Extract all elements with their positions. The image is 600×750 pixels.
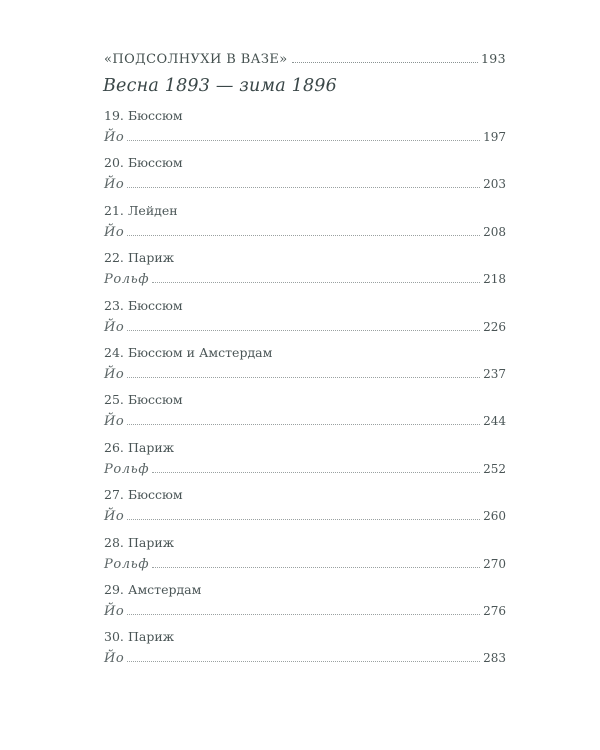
chapter-entry	[104, 155, 506, 202]
chapter-page-number: 203	[483, 177, 506, 192]
chapter-narrator: Йо	[104, 366, 125, 382]
chapter-entry	[104, 582, 506, 629]
chapter-number: 20.	[104, 155, 124, 171]
chapter-title-line	[104, 250, 506, 265]
chapter-entry	[104, 108, 506, 155]
chapter-entry	[104, 345, 506, 392]
chapter-entry	[104, 535, 506, 582]
chapter-page-number: 197	[483, 130, 506, 144]
chapter-title-line	[104, 535, 506, 550]
dot-leader	[152, 472, 480, 473]
chapter-narrator-line	[104, 320, 506, 335]
dot-leader	[292, 62, 478, 63]
chapter-title-line	[104, 440, 506, 455]
chapter-narrator: Йо	[104, 224, 125, 240]
chapter-narrator: Йо	[104, 509, 125, 525]
chapter-number: 25.	[104, 392, 124, 408]
chapter-title-line	[104, 345, 506, 360]
chapter-page-number: 226	[483, 319, 506, 334]
chapter-title-line	[104, 108, 506, 123]
chapter-title: Бюссюм	[127, 108, 183, 123]
chapter-title: Бюссюм	[127, 297, 183, 313]
chapter-narrator-line	[104, 462, 506, 477]
chapter-narrator: Рольф	[104, 461, 150, 477]
part-page-number: 193	[480, 51, 506, 66]
chapter-entry	[104, 250, 506, 297]
chapter-narrator-line	[104, 177, 506, 192]
chapter-number: 27.	[104, 487, 124, 503]
chapter-title-line	[104, 298, 506, 313]
dot-leader	[152, 567, 480, 568]
chapter-title-line	[104, 582, 506, 597]
chapter-title-line	[104, 629, 506, 644]
chapter-title: Париж	[127, 250, 175, 266]
chapter-title: Париж	[127, 439, 175, 455]
chapter-entry	[104, 487, 506, 534]
chapter-narrator-line	[104, 225, 506, 240]
chapter-narrator: Рольф	[104, 556, 150, 572]
chapter-number: 24.	[104, 344, 124, 360]
dot-leader	[127, 187, 480, 188]
chapter-title: Бюссюм и Амстердам	[127, 344, 273, 360]
chapter-number: 23.	[104, 297, 124, 313]
dot-leader	[127, 377, 480, 378]
dot-leader	[127, 140, 480, 141]
chapter-entry	[104, 629, 506, 676]
chapter-page-number: 270	[483, 556, 506, 571]
chapter-number: 28.	[104, 534, 124, 550]
dot-leader	[127, 424, 480, 425]
chapter-title: Лейден	[127, 202, 178, 218]
chapter-title-line	[104, 487, 506, 502]
chapter-narrator-line	[104, 272, 506, 287]
chapter-narrator: Йо	[104, 603, 125, 619]
section-heading: Весна 1893 — зима 1896	[103, 76, 337, 96]
chapter-narrator-line	[104, 414, 506, 429]
chapter-narrator: Йо	[104, 177, 125, 193]
chapter-narrator-line	[104, 130, 506, 145]
chapter-narrator: Йо	[104, 130, 125, 145]
dot-leader	[127, 330, 480, 331]
chapter-title-line	[104, 203, 506, 218]
dot-leader	[127, 614, 480, 615]
chapter-title: Бюссюм	[127, 487, 183, 503]
dot-leader	[152, 282, 480, 283]
chapter-narrator: Йо	[104, 319, 125, 335]
chapter-narrator-line	[104, 604, 506, 619]
chapter-narrator: Рольф	[104, 272, 150, 288]
chapter-title: Париж	[127, 629, 175, 645]
chapter-page-number: 237	[483, 366, 506, 381]
dot-leader	[127, 235, 480, 236]
chapter-title: Бюссюм	[127, 392, 183, 408]
chapter-page-number: 244	[483, 414, 506, 429]
chapter-entry	[104, 298, 506, 345]
chapter-number: 29.	[104, 581, 124, 597]
chapter-title: Париж	[127, 534, 175, 550]
chapter-number: 30.	[104, 629, 124, 645]
chapter-narrator: Йо	[104, 651, 125, 667]
chapter-narrator-line	[104, 557, 506, 572]
chapter-number: 26.	[104, 439, 124, 455]
chapter-page-number: 208	[483, 224, 506, 239]
chapter-entry	[104, 440, 506, 487]
chapter-list	[104, 108, 506, 677]
dot-leader	[127, 661, 480, 662]
chapter-narrator: Йо	[104, 414, 125, 430]
chapter-narrator-line	[104, 367, 506, 382]
chapter-entry	[104, 203, 506, 250]
dot-leader	[127, 519, 480, 520]
chapter-page-number: 283	[483, 651, 506, 666]
chapter-narrator-line	[104, 509, 506, 524]
chapter-title: Амстердам	[127, 581, 202, 597]
chapter-page-number: 218	[483, 272, 506, 287]
part-entry	[104, 51, 506, 67]
chapter-entry	[104, 392, 506, 439]
chapter-number: 21.	[104, 202, 124, 218]
chapter-number: 19.	[104, 108, 124, 123]
chapter-title-line	[104, 155, 506, 170]
part-title: «ПОДСОЛНУХИ В ВАЗЕ»	[104, 52, 288, 67]
chapter-narrator-line	[104, 651, 506, 666]
chapter-title: Бюссюм	[127, 155, 183, 171]
chapter-number: 22.	[104, 250, 124, 266]
chapter-page-number: 252	[483, 461, 506, 476]
chapter-title-line	[104, 392, 506, 407]
chapter-page-number: 260	[483, 509, 506, 524]
chapter-page-number: 276	[483, 603, 506, 618]
